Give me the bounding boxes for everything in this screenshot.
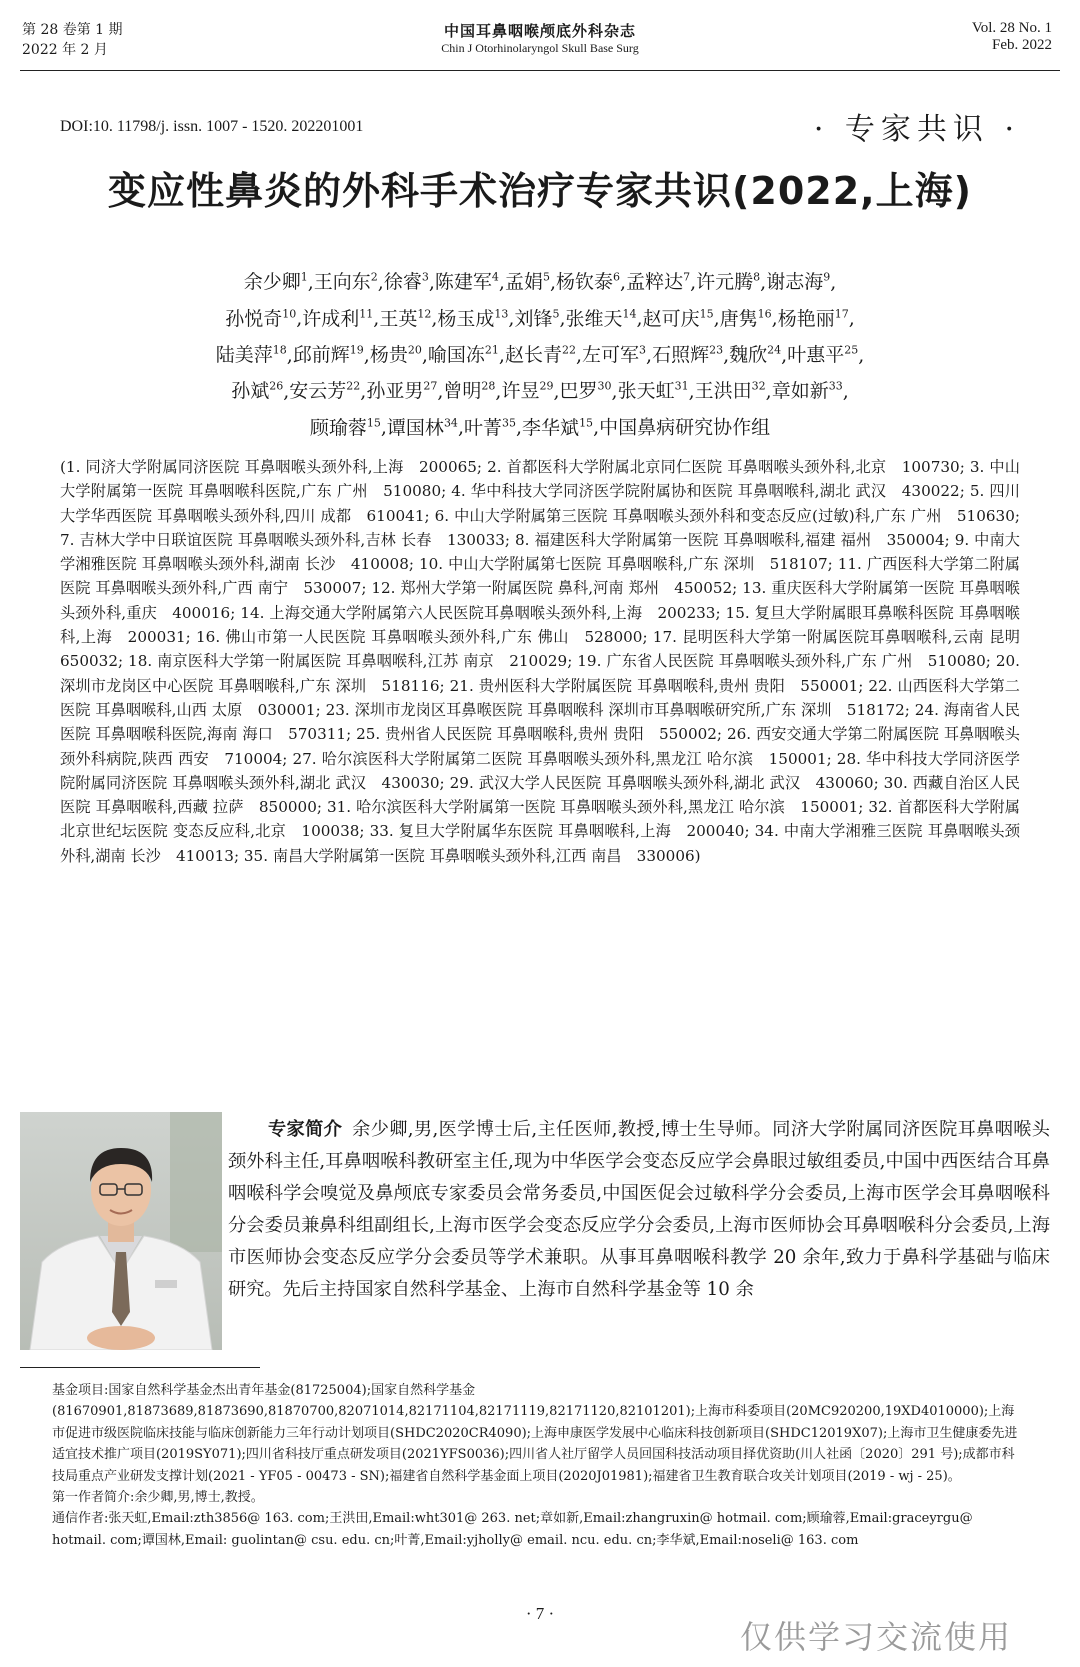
author-item	[766, 271, 830, 293]
author-affiliation-index: 5	[552, 307, 560, 321]
author-name: 喻国冻	[427, 343, 485, 366]
author-name: 李华斌	[522, 416, 580, 439]
author-item	[435, 271, 499, 293]
journal-name-en: Chin J Otorhinolaryngol Skull Base Surg	[441, 41, 639, 55]
author-item	[314, 271, 378, 293]
author-item	[505, 344, 576, 366]
correspondence-note: 通信作者:张天虹,Email:zth3856@ 163. com;王洪田,Email:wht301@ 263. net;章如新,Email:zhangruxin@ hotmail. com;顾瑜蓉,Email:graceyrgu@ hotmail. com;谭国林,Email: guolintan@ csu. edu. cn;叶菁,Email:yjholly@ email. ncu. edu. cn;李华斌,Email:noseli@ 163. com	[52, 1511, 973, 1548]
author-item	[696, 271, 760, 293]
author-item	[244, 271, 308, 293]
author-affiliation-index: 6	[613, 271, 621, 284]
author-name: 谭国林	[386, 416, 444, 439]
author-name: 魏欣	[729, 343, 768, 366]
author-name: 孟粹达	[626, 271, 684, 294]
author-affiliation-index: 21	[484, 343, 499, 357]
author-affiliation-index: 34	[443, 416, 458, 430]
author-affiliation-index: 15	[579, 416, 594, 430]
author-name: 孙斌	[231, 380, 270, 403]
author-name: 安云芳	[289, 380, 347, 403]
watermark: 仅供学习交流使用	[740, 1618, 1013, 1656]
author-item	[428, 344, 499, 366]
author-name: 赵可庆	[642, 307, 700, 330]
author-item	[599, 417, 770, 439]
author-list: 余少卿$^1$,王向东$^2$,徐睿$^3$,陈建军$^4$,孟娟$^5$,杨钦泰$^6$,孟粹达$^7$,许元腾$^8$,谢志海$^9$, 孙悦奇$^{10}$,许成利$^{11}$,王英$^{12}$,杨玉成$^{13}$,刘锋$^5$,张维天$^{14}$,赵可庆$^{15}$,唐隽$^{16}$,杨艳丽$^{17}$, 陆美萍$^{18}$,邱前辉$^{19}$,杨贵$^{20}$,喻国冻$^{21}$,赵长青$^{22}$,左可军$^3$,石照辉$^{23}$,魏欣$^{24}$,叶惠平$^{25}$, 孙斌$^{26}$,安云芳$^{22}$,孙亚男$^{27}$,曾明$^{28}$,许昱$^{29}$,巴罗$^{30}$,张天虹$^{31}$,王洪田$^{32}$,章如新$^{33}$, 顾瑜蓉$^{15}$,谭国林$^{34}$,叶菁$^{35}$,李华斌$^{15}$,中国鼻病研究协作组	[215, 271, 865, 439]
section-label: · 专家共识 ·	[813, 112, 1020, 147]
volume-issue: 第 28 卷第 1 期	[22, 22, 123, 38]
author-name: 孙亚男	[366, 380, 424, 403]
author-name: 杨艳丽	[777, 307, 835, 330]
author-item	[443, 380, 495, 402]
author-item	[379, 308, 431, 330]
author-name: 刘锋	[514, 307, 553, 330]
author-name: 邱前辉	[292, 343, 350, 366]
author-affiliation-index: 30	[597, 379, 612, 393]
author-affiliation-index: 26	[269, 379, 284, 393]
author-item	[310, 417, 381, 439]
portrait-image	[20, 1112, 222, 1350]
author-name: 赵长青	[504, 343, 562, 366]
author-affiliation-index: 9	[823, 271, 831, 284]
author-name: 余少卿	[243, 271, 301, 294]
author-affiliation-index: 27	[423, 379, 438, 393]
author-item	[437, 308, 508, 330]
volume-issue-en: Vol. 28 No. 1	[971, 20, 1052, 36]
author-item	[505, 271, 550, 293]
affiliations: (1. 同济大学附属同济医院 耳鼻咽喉头颈外科,上海 200065; 2. 首都医科大学附属北京同仁医院 耳鼻咽喉头颈外科,北京 100730; 3. 中山大学附属第一医院 耳鼻咽喉科医院,广东 广州 510080; 4. 华中科技大学同济医学院附属协和医院 耳鼻咽喉科,湖北 武汉 430022; 5. 四川大学华西医院 耳鼻咽喉头颈外科,四川 成都 610041; 6. 中山大学附属第三医院 耳鼻咽喉头颈外科和变态反应(过敏)科,广东 广州 510630; 7. 吉林大学中日联谊医院 耳鼻咽喉头颈外科,吉林 长春 130033; 8. 福建医科大学附属第一医院 耳鼻咽喉科,福建 福州 350004; 9. 中南大学湘雅医院 耳鼻咽喉头颈外科,湖南 长沙 410008; 10. 中山大学附属第七医院 耳鼻咽喉科,广东 深圳 518107; 11. 广西医科大学第二附属医院 耳鼻咽喉头颈外科,广西 南宁 530007; 12. 郑州大学第一附属医院 鼻科,河南 郑州 450052; 13. 重庆医科大学附属第一医院 耳鼻咽喉头颈外科,重庆 400016; 14. 上海交通大学附属第六人民医院耳鼻咽喉头颈外科,上海 200233; 15. 复旦大学附属眼耳鼻喉科医院 耳鼻咽喉科,上海 200031; 16. 佛山市第一人民医院 耳鼻咽喉头颈外科,广东 佛山 528000; 17. 昆明医科大学第一附属医院耳鼻咽喉科,云南 昆明 650032; 18. 南京医科大学第一附属医院 耳鼻咽喉科,江苏 南京 210029; 19. 广东省人民医院 耳鼻咽喉头颈外科,广东 广州 510080; 20. 深圳市龙岗区中心医院 耳鼻咽喉科,广东 深圳 518116; 21. 贵州医科大学附属医院 耳鼻咽喉科,贵州 贵阳 550001; 22. 山西医科大学第二医院 耳鼻咽喉科,山西 太原 030001; 23. 深圳市龙岗区耳鼻喉医院 耳鼻咽喉科 深圳市耳鼻咽喉研究所,广东 深圳 518172; 24. 海南省人民医院 耳鼻咽喉科医院,海南 海口 570311; 25. 贵州省人民医院 耳鼻咽喉科,贵州 贵阳 550002; 26. 西安交通大学第二附属医院 耳鼻咽喉头颈外科病院,陕西 西安 710004; 27. 哈尔滨医科大学附属第二医院 耳鼻咽喉头颈外科,黑龙江 哈尔滨 150001; 28. 华中科技大学同济医学院附属同济医院 耳鼻咽喉头颈外科,湖北 武汉 430030; 29. 武汉大学人民医院 耳鼻咽喉头颈外科,湖北 武汉 430060; 30. 西藏自治区人民医院 耳鼻咽喉科,西藏 拉萨 850000; 31. 哈尔滨医科大学附属第一医院 耳鼻咽喉头颈外科,黑龙江 哈尔滨 150001; 32. 首都医科大学附属北京世纪坛医院 变态反应科,北京 100038; 33. 复旦大学附属华东医院 耳鼻咽喉科,上海 200040; 34. 中南大学湘雅三医院 耳鼻咽喉头颈外科,湖南 长沙 410013; 35. 南昌大学附属第一医院 耳鼻咽喉头颈外科,江西 南昌 330006)	[60, 458, 1036, 865]
author-name: 杨玉成	[437, 307, 495, 330]
author-name: 许元腾	[696, 271, 754, 294]
author-name: 章如新	[771, 380, 829, 403]
author-item	[720, 308, 772, 330]
author-affiliation-index: 14	[622, 307, 637, 321]
author-item	[293, 344, 364, 366]
author-item	[225, 308, 296, 330]
publication-date: 2022 年 2 月	[22, 42, 108, 58]
author-name: 孙悦奇	[225, 307, 283, 330]
author-item	[289, 380, 360, 402]
author-item	[556, 271, 620, 293]
author-affiliation-index: 3	[639, 343, 647, 357]
author-name: 许昱	[501, 380, 540, 403]
author-name: 张维天	[565, 307, 623, 330]
journal-name-cn: 中国耳鼻咽喉颅底外科杂志	[443, 22, 636, 40]
header-divider	[20, 70, 1060, 71]
author-item	[626, 271, 690, 293]
author-affiliation-index: 12	[417, 307, 432, 321]
author-name: 中国鼻病研究协作组	[599, 416, 771, 439]
publication-date-en: Feb. 2022	[992, 37, 1052, 53]
author-name: 王洪田	[694, 380, 752, 403]
author-name: 左可军	[582, 343, 640, 366]
author-item	[618, 380, 689, 402]
author-item	[216, 344, 287, 366]
running-header-center	[0, 20, 1080, 56]
author-name: 张天虹	[617, 380, 675, 403]
footnotes	[52, 1380, 1027, 1551]
author-item	[514, 308, 559, 330]
funding-note: 基金项目:国家自然科学基金杰出青年基金(81725004);国家自然科学基金(81670901,81873689,81873690,81870700,82071014,82171104,82171119,82171120,82101201);上海市科委项目(20MC920200,19XD4010000);上海市促进市级医院临床技能与临床创新能力三年行动计划项目(SHDC2020CR4090);上海申康医学发展中心临床科技创新项目(SHDC12019X07);上海市卫生健康委先进适宜技术推广项目(2019SY071);四川省科技厅重点研发项目(2021YFS0036);四川省人社厅留学人员回国科技活动项目择优资助(川人社函〔2020〕291 号);成都市科技局重点产业研发支撑计划(2021 - YF05 - 00473 - SN);福建省自然科学基金面上项目(2020J01981);福建省卫生教育联合攻关计划项目(2019 - wj - 25)。	[52, 1383, 1018, 1484]
author-affiliation-index: 23	[709, 343, 724, 357]
author-name: 石照辉	[652, 343, 710, 366]
author-item	[695, 380, 766, 402]
author-item	[582, 344, 646, 366]
author-affiliation-index: 7	[683, 271, 691, 284]
author-affiliation-index: 1	[300, 271, 308, 284]
author-item	[302, 308, 373, 330]
author-name: 巴罗	[559, 380, 598, 403]
author-name: 陆美萍	[215, 343, 273, 366]
author-name: 陈建军	[434, 271, 492, 294]
author-affiliation-index: 3	[421, 271, 429, 284]
author-affiliation-index: 17	[834, 307, 849, 321]
expert-bio-label: 专家简介	[268, 1119, 343, 1140]
article-title: 变应性鼻炎的外科手术治疗专家共识(2022,上海)	[108, 169, 972, 213]
author-name: 顾瑜蓉	[309, 416, 367, 439]
author-affiliation-index: 33	[828, 379, 843, 393]
author-affiliation-index: 16	[757, 307, 772, 321]
author-name: 徐睿	[383, 271, 422, 294]
author-item	[366, 380, 437, 402]
author-name: 杨钦泰	[556, 271, 614, 294]
author-item	[778, 308, 849, 330]
author-affiliation-index: 18	[272, 343, 287, 357]
doi: DOI:10. 11798/j. issn. 1007 - 1520. 202201001	[60, 118, 364, 135]
author-affiliation-index: 29	[539, 379, 554, 393]
author-item	[387, 417, 458, 439]
author-item	[566, 308, 637, 330]
author-name: 许成利	[302, 307, 360, 330]
author-name: 孟娟	[504, 271, 543, 294]
author-item	[787, 344, 858, 366]
author-affiliation-index: 24	[767, 343, 782, 357]
author-item	[501, 380, 553, 402]
author-item	[652, 344, 723, 366]
author-affiliation-index: 10	[282, 307, 297, 321]
footnote-divider	[20, 1367, 260, 1368]
author-affiliation-index: 15	[699, 307, 714, 321]
author-affiliation-index: 5	[542, 271, 550, 284]
author-name: 谢志海	[766, 271, 824, 294]
author-portrait	[20, 1112, 222, 1350]
author-affiliation-index: 19	[349, 343, 364, 357]
author-item	[464, 417, 516, 439]
author-affiliation-index: 11	[359, 307, 374, 321]
author-affiliation-index: 8	[753, 271, 761, 284]
author-affiliation-index: 2	[370, 271, 378, 284]
author-item	[370, 344, 422, 366]
author-affiliation-index: 22	[561, 343, 576, 357]
author-affiliation-index: 35	[502, 416, 516, 430]
page-number: · 7 ·	[525, 1604, 555, 1623]
expert-bio-text: 余少卿,男,医学博士后,主任医师,教授,博士生导师。同济大学附属同济医院耳鼻咽喉头颈外科主任,耳鼻咽喉科教研室主任,现为中华医学会变态反应学会鼻眼过敏组委员,中国中西医结合耳鼻咽喉科学会嗅觉及鼻颅底专家委员会常务委员,中国医促会过敏科学分会委员,上海市医学会耳鼻咽喉科分会委员兼鼻科组副组长,上海市医学会变态反应学分会委员,上海市医师协会耳鼻咽喉科分会委员,上海市医师协会变态反应学分会委员等学术兼职。从事耳鼻咽喉科教学 20 余年,致力于鼻科学基础与临床研究。先后主持国家自然科学基金、上海市自然科学基金等 10 余	[228, 1119, 1050, 1300]
author-item	[772, 380, 843, 402]
author-name: 叶惠平	[787, 343, 845, 366]
author-item	[729, 344, 781, 366]
author-affiliation-index: 20	[407, 343, 422, 357]
author-affiliation-index: 32	[751, 379, 766, 393]
author-affiliation-index: 31	[674, 379, 689, 393]
author-item	[560, 380, 612, 402]
author-name: 王向东	[313, 271, 371, 294]
author-item	[231, 380, 283, 402]
author-item	[384, 271, 429, 293]
author-affiliation-index: 28	[481, 379, 496, 393]
author-name: 王英	[379, 307, 418, 330]
author-name: 唐隽	[719, 307, 758, 330]
author-affiliation-index: 4	[491, 271, 499, 284]
author-affiliation-index: 13	[494, 307, 509, 321]
running-header-right	[972, 20, 1052, 54]
author-item	[643, 308, 714, 330]
author-item	[522, 417, 593, 439]
author-affiliation-index: 25	[844, 343, 859, 357]
author-name: 杨贵	[369, 343, 408, 366]
author-name: 叶菁	[463, 416, 502, 439]
expert-bio	[228, 1114, 1050, 1306]
author-name: 曾明	[443, 380, 482, 403]
first-author-note: 第一作者简介:余少卿,男,博士,教授。	[52, 1490, 264, 1506]
author-affiliation-index: 22	[346, 379, 361, 393]
author-affiliation-index: 15	[366, 416, 381, 430]
